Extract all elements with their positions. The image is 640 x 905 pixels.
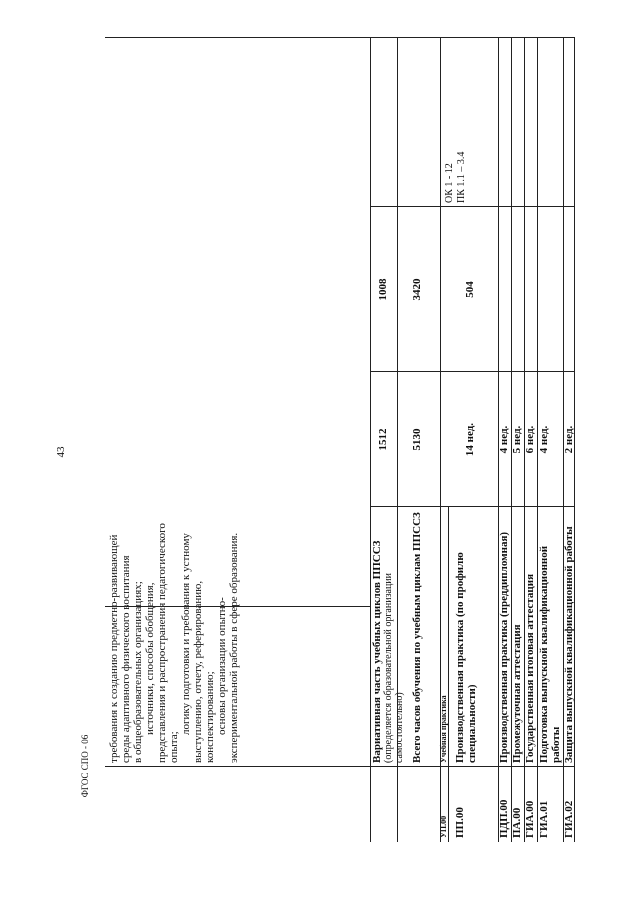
cell-name: Подготовка выпускной квалификационной работы bbox=[538, 545, 562, 763]
cell-weeks: 5130 bbox=[411, 428, 423, 451]
grid-line bbox=[105, 766, 575, 767]
grid-line bbox=[498, 37, 499, 842]
cell-name: Производственная практика (преддипломная) bbox=[498, 531, 510, 763]
cell-hours: 1008 bbox=[377, 278, 389, 301]
grid-line bbox=[370, 371, 575, 372]
cell-weeks: 4 нед. bbox=[538, 425, 550, 454]
cell-practice-competencies bbox=[440, 37, 498, 207]
footer-text: ФГОС СПО - 06 bbox=[80, 734, 90, 798]
requirements-line: среды адаптивного физического воспитания bbox=[120, 555, 132, 763]
grid-line bbox=[105, 37, 575, 38]
competency-pk: ПК 1.1 – 3.4 bbox=[456, 151, 467, 203]
requirements-line: источники, способы обобщения, bbox=[144, 582, 156, 735]
cell-hours: 3420 bbox=[411, 278, 423, 301]
grid-line bbox=[440, 37, 441, 842]
requirements-line: в общеобразовательных организациях; bbox=[132, 581, 144, 763]
table-row bbox=[524, 37, 537, 842]
cell-code: ГИА.01 bbox=[538, 800, 550, 838]
grid-line bbox=[574, 37, 575, 842]
requirements-line: представления и распространения педагогического bbox=[156, 523, 168, 763]
cell-code: ПА.00 bbox=[511, 807, 523, 838]
requirements-line: основы организации опытно- bbox=[216, 597, 228, 735]
grid-line bbox=[511, 37, 512, 842]
cell-code: ГИА.00 bbox=[524, 800, 536, 838]
cell-code: УП.00 bbox=[439, 815, 448, 838]
cell-weeks: 5 нед. bbox=[511, 425, 523, 454]
cell-weeks: 2 нед. bbox=[563, 425, 575, 454]
grid-line bbox=[105, 606, 370, 607]
cell-code bbox=[105, 767, 370, 842]
table-row bbox=[498, 37, 511, 842]
cell-name: Производственная практика (по профилю специальности) bbox=[454, 552, 478, 763]
curriculum-table bbox=[105, 37, 575, 842]
requirements-line: выступлению, отчету, реферированию, bbox=[192, 580, 204, 763]
cell-code bbox=[370, 767, 397, 842]
requirements-line: требования к созданию предметно-развивающей bbox=[108, 534, 120, 763]
cell-name: Учебная практика bbox=[439, 695, 448, 763]
grid-line bbox=[524, 37, 525, 842]
cell-practice-hours: 504 bbox=[464, 281, 476, 298]
cell-code: ГИА.02 bbox=[563, 800, 575, 838]
grid-line bbox=[448, 507, 449, 842]
requirements-line: экспериментальной работы в сфере образования. bbox=[228, 532, 240, 763]
grid-line bbox=[563, 37, 564, 842]
requirements-line: опыта; bbox=[168, 731, 180, 763]
curriculum-table-sheet bbox=[105, 37, 575, 842]
requirements-line: конспектированию; bbox=[204, 671, 216, 763]
cell-name: Защита выпускной квалификационной работы bbox=[563, 526, 575, 763]
grid-line bbox=[537, 37, 538, 842]
row-name: Вариативная часть учебных циклов ППССЗ bbox=[371, 540, 383, 763]
cell-name: Государственная итоговая аттестация bbox=[524, 573, 536, 763]
cell-requirements-text bbox=[105, 523, 370, 767]
cell-practice-weeks: 14 нед. bbox=[464, 422, 476, 457]
table-row bbox=[370, 37, 405, 842]
cell-code bbox=[397, 767, 440, 842]
cell-weeks: 6 нед. bbox=[524, 425, 536, 454]
cell-name: Промежуточная аттестация bbox=[511, 624, 523, 763]
table-row bbox=[397, 37, 440, 842]
cell-code: ПП.00 bbox=[454, 807, 466, 838]
table-row bbox=[537, 37, 563, 842]
cell-weeks: 4 нед. bbox=[498, 425, 510, 454]
cell-weeks: 1512 bbox=[377, 428, 389, 451]
requirements-line: логику подготовки и требования к устному bbox=[180, 533, 192, 735]
cell-name: Всего часов обучения по учебным циклам ППССЗ bbox=[411, 512, 423, 763]
grid-line bbox=[397, 37, 398, 842]
cell-name bbox=[370, 507, 405, 767]
row-name-extra: (определяется образовательной организации самостоятельно) bbox=[383, 572, 405, 763]
table-row bbox=[511, 37, 524, 842]
competency-ok: ОК 1 - 12 bbox=[444, 163, 455, 203]
grid-line bbox=[370, 206, 575, 207]
cell-code: ПДП.00 bbox=[498, 799, 510, 838]
page-number: 43 bbox=[55, 446, 67, 458]
grid-line bbox=[370, 37, 371, 842]
grid-line bbox=[370, 506, 575, 507]
table-row-requirements bbox=[105, 37, 370, 842]
